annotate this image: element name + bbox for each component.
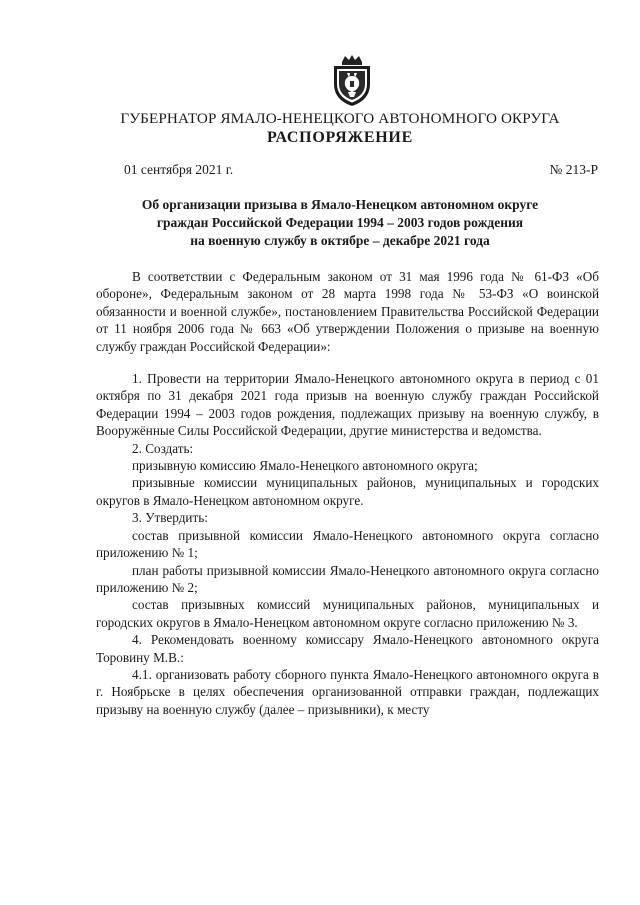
title-line: Об организации призыва в Ямало-Ненецком автономном округе bbox=[141, 197, 539, 212]
preamble-paragraph: В соответствии с Федеральным законом от 31 мая 1996 года № 61-ФЗ «Об обороне», Федеральным законом от 28 марта 1998 года № 53-ФЗ «О воинской обязанности и военной службе», постановлением Правительства Российской Федерации от 11 ноября 2006 года № 663 «Об утверждении Положения о призыве на военную службу граждан Российской Федерации»: bbox=[96, 269, 599, 354]
document-number: № 213-Р bbox=[549, 162, 598, 177]
issuer-heading: ГУБЕРНАТОР ЯМАЛО-НЕНЕЦКОГО АВТОНОМНОГО ОКРУГА bbox=[120, 110, 560, 127]
title-line: на военную службу в октябре – декабре 2021 года bbox=[190, 233, 490, 248]
paragraph-3-item: состав призывной комиссии Ямало-Ненецкого автономного округа согласно приложению № 1; bbox=[96, 527, 599, 561]
paragraph-2-item: призывную комиссию Ямало-Ненецкого автономного округа; bbox=[132, 458, 478, 474]
paragraph-2: 2. Создать: bbox=[132, 440, 194, 456]
document-body bbox=[96, 268, 599, 718]
paragraph-4-1: 4.1. организовать работу сборного пункта Ямало-Ненецкого автономного округа в г. Ноябрьске в целях обеспечения организованной отправки граждан, подлежащих призыву на военную службу (далее – призывники), к месту bbox=[96, 666, 599, 717]
paragraph-4: 4. Рекомендовать военному комиссару Ямало-Ненецкого автономного округа Торовину М.В.: bbox=[96, 632, 599, 665]
paragraph-1: 1. Провести на территории Ямало-Ненецкого автономного округа в период с 01 октября по 31 декабря 2021 года призыв на военную службу граждан Российской Федерации 1994 – 2003 годов рождения, подлежащих призыву на военную службу, в Вооружённые Силы Российской Федерации, другие министерства и ведомства. bbox=[96, 371, 599, 439]
paragraph-3-item: план работы призывной комиссии Ямало-Ненецкого автономного округа согласно приложению № 2; bbox=[96, 562, 599, 595]
coat-of-arms-icon bbox=[330, 54, 374, 108]
document-title bbox=[90, 196, 590, 250]
paragraph-3-item: состав призывных комиссий муниципальных районов, муниципальных и городских округов в Ямало-Ненецком автономном округе согласно приложению № 3. bbox=[96, 597, 599, 630]
title-line: граждан Российской Федерации 1994 – 2003 годов рождения bbox=[156, 215, 524, 230]
document-type-heading: РАСПОРЯЖЕНИЕ bbox=[267, 129, 413, 146]
paragraph-2-item: призывные комиссии муниципальных районов, муниципальных и городских округов в Ямало-Ненецком автономном округе. bbox=[96, 475, 599, 508]
paragraph-3: 3. Утвердить: bbox=[132, 510, 208, 526]
document-date: 01 сентября 2021 г. bbox=[124, 162, 234, 177]
